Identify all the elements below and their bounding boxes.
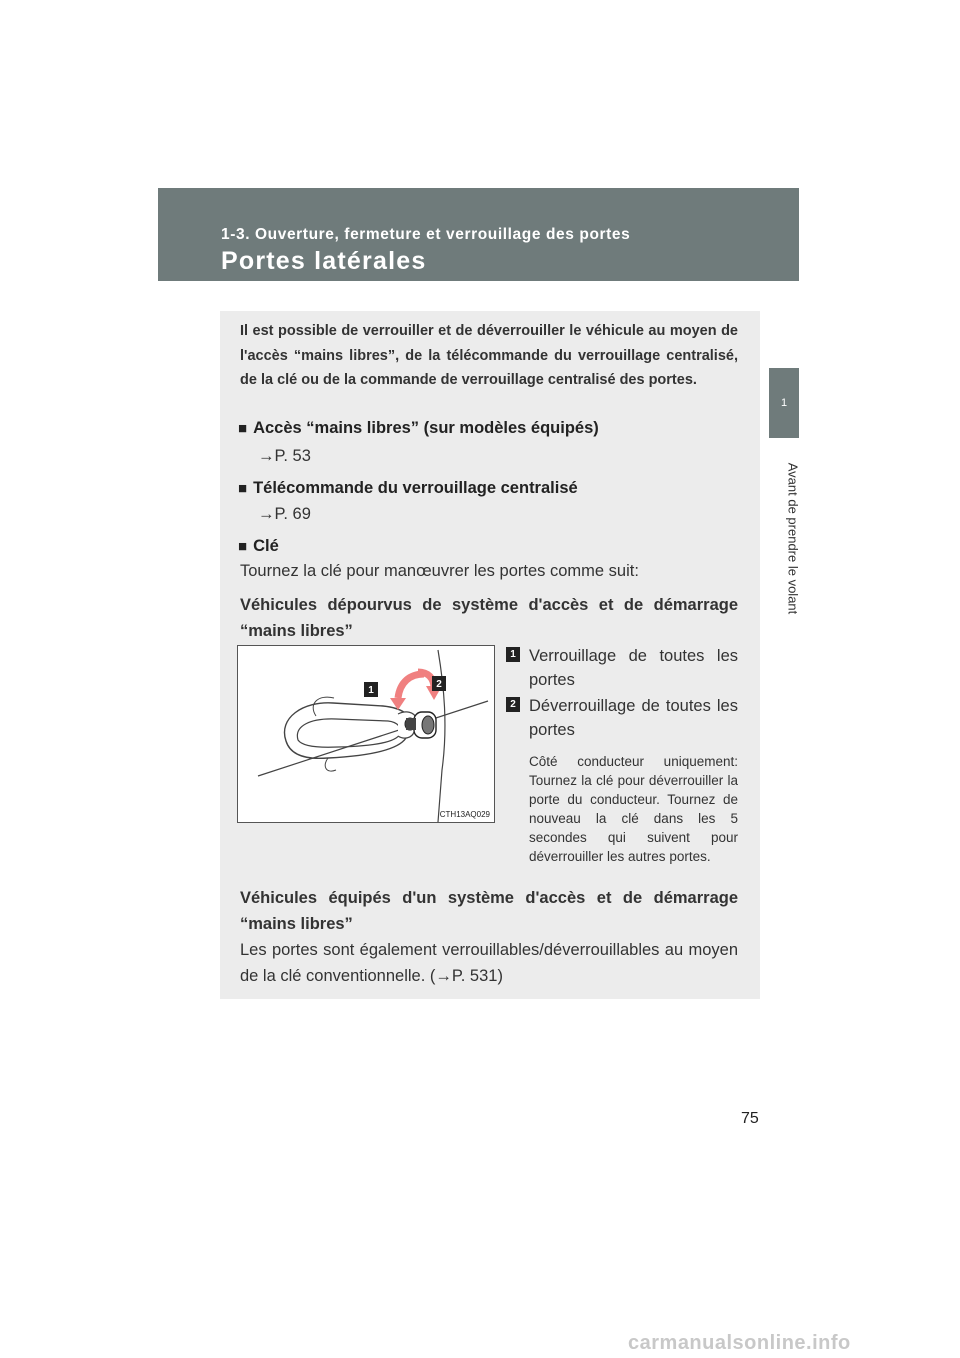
key-description: Tournez la clé pour manœuvrer les portes comme suit:: [240, 562, 639, 580]
figure-label-unlock: 2: [436, 679, 442, 690]
step-item: [506, 694, 738, 742]
content-box: [220, 311, 760, 999]
driver-side-note: Côté conducteur uniquement: Tournez la clé pour déverrouiller la porte du conducteur. Tournez de nouveau la clé dans les 5 secondes qui suivent pour déverrouiller les autres portes.: [529, 754, 738, 864]
step-number-badge: 2: [506, 697, 520, 712]
figure-code: CTH13AQ029: [439, 810, 490, 819]
watermark: carmanualsonline.info: [628, 1332, 851, 1354]
square-bullet-icon: ■: [238, 480, 248, 497]
intro-paragraph: Il est possible de verrouiller et de déverrouiller le véhicule au moyen de l'accès “mains libres”, de la télécommande du verrouillage centralisé, de la clé ou de la commande de verrouillage centralisé des portes.: [240, 323, 738, 388]
step-text: Déverrouillage de toutes les portes: [529, 697, 738, 739]
door-handle-drawing: [238, 646, 494, 822]
step-text: Verrouillage de toutes les portes: [529, 647, 738, 689]
page-title: Portes latérales: [221, 247, 427, 275]
chapter-tab-number: 1: [780, 397, 788, 409]
step-item: [506, 644, 738, 692]
page-number: 75: [741, 1110, 759, 1127]
chapter-header: [158, 188, 799, 281]
heading-key-text: Clé: [253, 537, 279, 555]
heading-remote: [238, 479, 578, 498]
square-bullet-icon: ■: [238, 420, 248, 437]
heading-remote-text: Télécommande du verrouillage centralisé: [253, 479, 578, 497]
heading-key: [238, 537, 279, 556]
chapter-side-label: [786, 448, 800, 628]
heading-with-system: Véhicules équipés d'un système d'accès et de démarrage “mains libres”: [240, 889, 738, 933]
heading-smart-access: [238, 419, 599, 438]
chapter-tab[interactable]: [769, 368, 799, 438]
ref-link-smart-access[interactable]: →P. 53: [258, 447, 311, 465]
heading-smart-access-text: Accès “mains libres” (sur modèles équipés): [253, 419, 599, 437]
heading-without-system: Véhicules dépourvus de système d'accès et de démarrage “mains libres”: [240, 596, 738, 640]
step-number-badge: 1: [506, 647, 520, 662]
with-system-text: Les portes sont également verrouillables/déverrouillables au moyen de la clé conventionnelle. (→P. 531): [240, 941, 738, 985]
ref-link-remote[interactable]: →P. 69: [258, 505, 311, 523]
door-handle-key-illustration: [237, 645, 495, 823]
section-title: 1-3. Ouverture, fermeture et verrouillage des portes: [221, 226, 631, 243]
steps-list: [506, 644, 738, 866]
figure-label-lock: 1: [368, 685, 374, 696]
square-bullet-icon: ■: [238, 538, 248, 555]
chapter-side-label-text: Avant de prendre le volant: [785, 462, 801, 614]
